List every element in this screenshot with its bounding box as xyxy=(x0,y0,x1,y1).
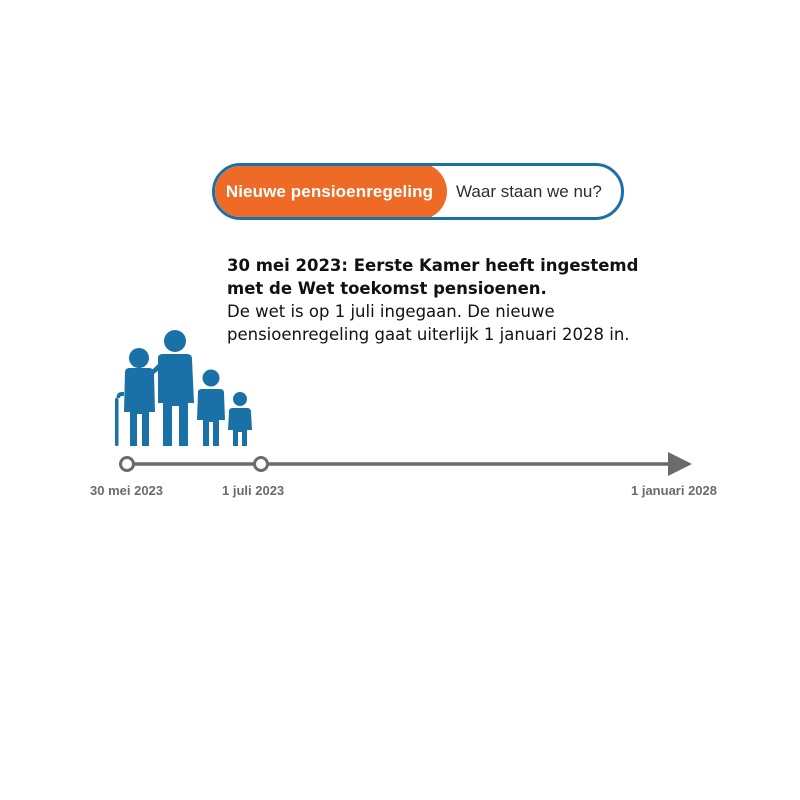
milestone-label-1: 30 mei 2023 xyxy=(90,483,164,498)
body-text: De wet is op 1 juli ingegaan. De nieuwe pensioenregeling gaat uiterlijk 1 januari 2028 in. xyxy=(227,302,630,344)
milestone-circle-icon xyxy=(255,458,268,471)
headline: 30 mei 2023: Eerste Kamer heeft ingestemd met de Wet toekomst pensioenen. xyxy=(227,256,639,298)
timeline xyxy=(0,440,800,520)
milestone-circle-icon xyxy=(121,458,134,471)
header-pill xyxy=(212,163,624,220)
arrow-head-icon xyxy=(668,452,692,476)
info-text-block xyxy=(227,254,667,346)
pill-subtitle: Waar staan we nu? xyxy=(456,182,602,201)
milestone-label-3: 1 januari 2028 xyxy=(631,483,717,498)
pill-highlight-label: Nieuwe pensioenregeling xyxy=(212,163,447,220)
family-icon xyxy=(112,328,260,450)
milestone-label-2: 1 juli 2023 xyxy=(222,483,285,498)
